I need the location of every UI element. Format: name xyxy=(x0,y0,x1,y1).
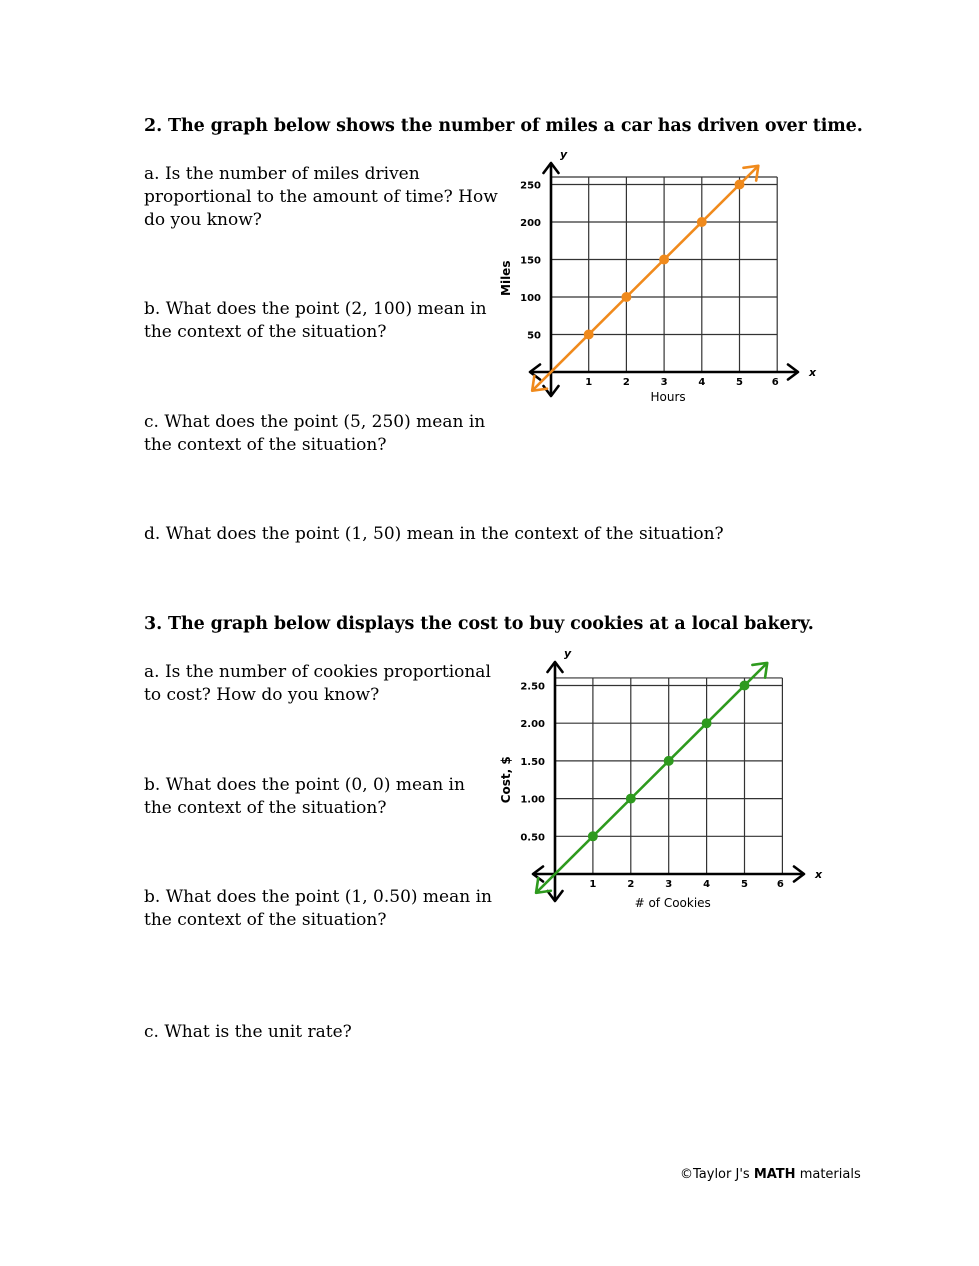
y-axis-letter: y xyxy=(564,647,572,660)
question-3-title: 3. The graph below displays the cost to buy cookies at a local bakery. xyxy=(144,614,814,634)
question-2d: d. What does the point (1, 50) mean in the context of the situation? xyxy=(144,524,724,544)
y-tick-label: 0.50 xyxy=(520,832,545,844)
x-tick-label: 1 xyxy=(585,377,593,388)
x-tick-label: 6 xyxy=(771,377,779,388)
question-3b-point: b. What does the point (1, 0.50) mean in the context of the situation? xyxy=(144,887,492,930)
data-point xyxy=(702,718,712,728)
data-point xyxy=(588,831,598,841)
y-tick-label: 250 xyxy=(520,180,541,192)
brand-text: MATH xyxy=(753,1167,796,1182)
question-3a: a. Is the number of cookies proportional to cost? How do you know? xyxy=(144,662,491,705)
x-tick-label: 2 xyxy=(622,377,630,388)
x-tick-label: 3 xyxy=(660,377,668,388)
footer-copyright xyxy=(680,1167,861,1182)
y-tick-label: 50 xyxy=(527,330,541,342)
x-axis-title: Hours xyxy=(650,390,686,404)
question-3c: c. What is the unit rate? xyxy=(144,1022,352,1042)
x-tick-label: 6 xyxy=(776,879,784,890)
x-tick-label: 5 xyxy=(741,879,748,890)
x-tick-label: 2 xyxy=(627,879,635,890)
x-tick-label: 4 xyxy=(703,879,711,890)
y-tick-label: 2.50 xyxy=(520,681,545,693)
data-point xyxy=(626,794,636,804)
question-2b: b. What does the point (2, 100) mean in the context of the situation? xyxy=(144,299,487,342)
question-2-title: 2. The graph below shows the number of miles a car has driven over time. xyxy=(144,116,863,136)
y-axis-letter: y xyxy=(560,148,568,161)
question-2c: c. What does the point (5, 250) mean in the context of the situation? xyxy=(144,412,486,455)
x-tick-label: 4 xyxy=(698,377,706,388)
question-2a: a. Is the number of miles driven proportional to the amount of time? How do you know? xyxy=(144,164,498,230)
x-tick-label: 5 xyxy=(736,377,743,388)
y-tick-label: 150 xyxy=(520,255,541,267)
data-point xyxy=(740,681,750,691)
copyright-text: ©Taylor J's xyxy=(680,1167,750,1182)
y-tick-label: 1.00 xyxy=(520,794,545,806)
x-tick-label: 3 xyxy=(665,879,673,890)
x-tick-label: 1 xyxy=(589,879,597,890)
x-axis-title: # of Cookies xyxy=(634,896,711,910)
data-point xyxy=(664,756,674,766)
y-axis-title: Cost, $ xyxy=(499,756,513,804)
y-tick-label: 2.00 xyxy=(520,719,545,731)
y-tick-label: 200 xyxy=(520,218,541,229)
y-tick-label: 1.50 xyxy=(520,756,545,768)
y-tick-label: 100 xyxy=(520,293,541,304)
y-axis-title: Miles xyxy=(499,260,513,296)
x-axis-letter: x xyxy=(809,366,817,379)
x-axis-letter: x xyxy=(815,868,823,881)
question-3b-origin: b. What does the point (0, 0) mean in the context of the situation? xyxy=(144,775,465,818)
footer-suffix: materials xyxy=(799,1167,861,1182)
series-line xyxy=(536,663,767,893)
